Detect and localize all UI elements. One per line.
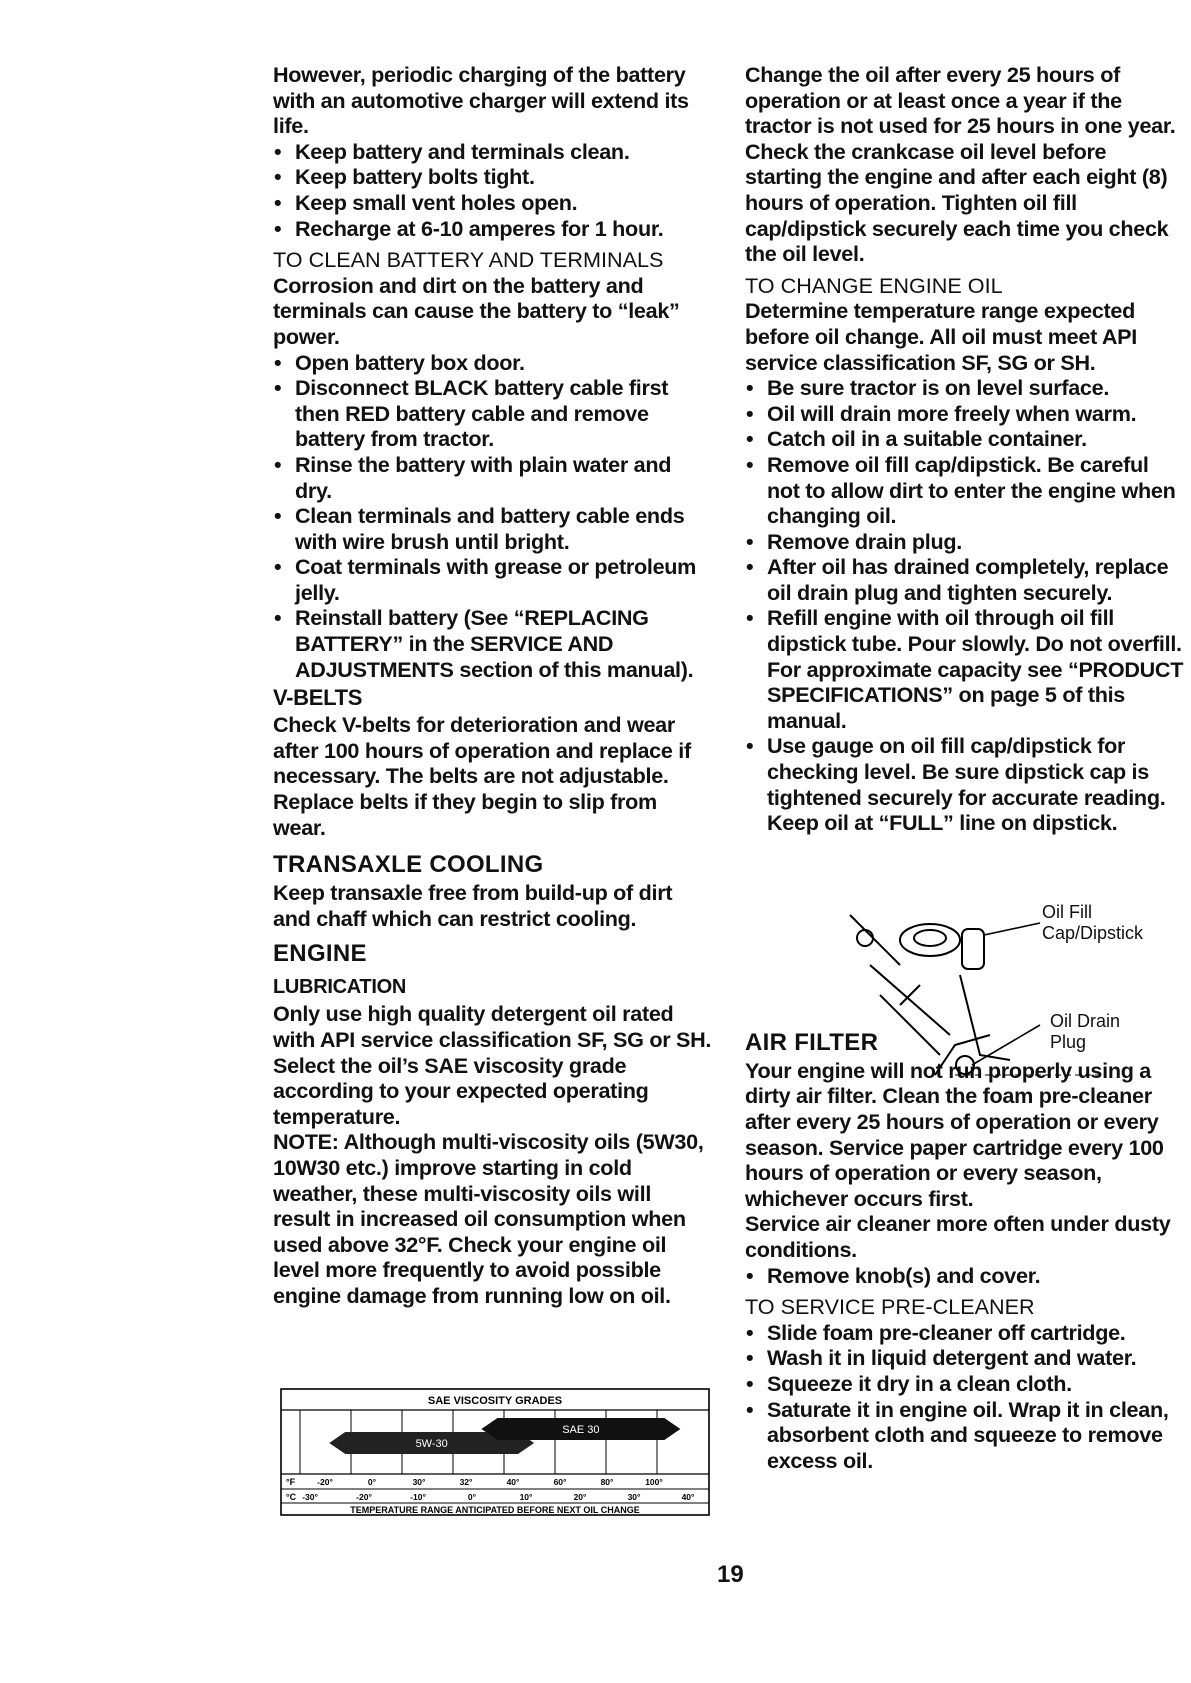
oil-drain-label [1050, 1011, 1120, 1053]
engine-heading: ENGINE [273, 940, 367, 968]
list-item: • Keep battery bolts tight. [273, 164, 713, 190]
list-item: • Clean terminals and battery cable ends with wire brush until bright. [273, 503, 713, 554]
list-item: • Reinstall battery (See “REPLACING BATTERY” in the SERVICE AND ADJUSTMENTS section of this manual). [273, 605, 713, 682]
oil-check-paragraph: Check the crankcase oil level before starting the engine and after each eight (8) hours of operation. Tighten oil fill cap/dipstick securely each time you check the oil level. [745, 138, 1169, 267]
list-item: • Disconnect BLACK battery cable first then RED battery cable and remove battery from tractor. [273, 375, 713, 452]
air-filter-paragraph: Your engine will not run properly using a dirty air filter. Clean the foam pre-cleaner after every 25 hours of operation or every season. Service paper cartridge every 100 hours of operation or every season, whichever occurs first. [745, 1057, 1164, 1211]
clean-battery-list [273, 350, 713, 683]
fahrenheit-tick-label: 100° [645, 1477, 663, 1487]
vbelts-paragraph: Check V-belts for deterioration and wear after 100 hours of operation and replace if necessary. The belts are not adjustable. Replace belts if they begin to slip from wear. [273, 712, 691, 840]
list-item: • Keep small vent holes open. [273, 190, 713, 216]
list-item: • Catch oil in a suitable container. [745, 426, 1185, 452]
air-filter-heading: AIR FILTER [745, 1028, 879, 1056]
chart-title: SAE VISCOSITY GRADES [427, 1395, 563, 1407]
fahrenheit-tick-label: -20° [317, 1477, 333, 1487]
list-item: • Recharge at 6-10 amperes for 1 hour. [273, 216, 713, 242]
bolt-icon [857, 930, 873, 946]
list-item: • Squeeze it dry in a clean cloth. [745, 1371, 1185, 1397]
viscosity-chart-svg [280, 1388, 710, 1516]
list-item: • Wash it in liquid detergent and water. [745, 1345, 1185, 1371]
oil-fill-label-line2: Cap/Dipstick [1042, 923, 1144, 943]
list-item: • Rinse the battery with plain water and dry. [273, 452, 713, 503]
battery-charging-paragraph: However, periodic charging of the battery with an automotive charger will extend its life. [273, 62, 689, 139]
leader-line [984, 923, 1040, 935]
oil-fill-label-line1: Oil Fill [1042, 902, 1092, 922]
list-item: • Refill engine with oil through oil fill dipstick tube. Pour slowly. Do not overfill. For approximate capacity see “PRODUCT SPECIFICATIONS” on page 5 of this manual. [745, 605, 1185, 733]
list-item: • Coat terminals with grease or petroleum jelly. [273, 554, 713, 605]
list-item: • Keep battery and terminals clean. [273, 139, 713, 165]
left-column [273, 62, 713, 1309]
engine-outline [880, 995, 940, 1055]
viscosity-bar-label: 5W-30 [415, 1438, 448, 1450]
air-filter-list [745, 1263, 1185, 1289]
celsius-tick-label: -10° [410, 1492, 426, 1502]
pre-cleaner-list [745, 1320, 1185, 1474]
dipstick-tube-icon [962, 929, 984, 969]
celsius-tick-label: -20° [356, 1492, 372, 1502]
list-item: • Open battery box door. [273, 350, 713, 376]
fahrenheit-tick-label: 80° [600, 1477, 614, 1487]
fahrenheit-tick-label: 40° [506, 1477, 520, 1487]
fahrenheit-tick-label: 0° [367, 1477, 377, 1487]
oil-fill-label [1042, 902, 1143, 944]
celsius-tick-label: 10° [519, 1492, 533, 1502]
note-label: NOTE: [273, 1129, 339, 1155]
list-item: • Use gauge on oil fill cap/dipstick for checking level. Be sure dipstick cap is tightened securely for accurate reading. Keep oil at “FULL” line on dipstick. [745, 733, 1185, 835]
note-paragraph [273, 1129, 713, 1308]
list-item: • Be sure tractor is on level surface. [745, 375, 1185, 401]
transaxle-paragraph: Keep transaxle free from build-up of dirt and chaff which can restrict cooling. [273, 880, 673, 931]
engine-oil-figure [840, 902, 1144, 1085]
celsius-label: °C [286, 1492, 297, 1502]
battery-care-list [273, 139, 713, 241]
list-item: • Slide foam pre-cleaner off cartridge. [745, 1320, 1185, 1346]
chart-xlabel: TEMPERATURE RANGE ANTICIPATED BEFORE NEXT OIL CHANGE [350, 1505, 640, 1515]
list-item: • After oil has drained completely, replace oil drain plug and tighten securely. [745, 554, 1185, 605]
oil-fill-cap-icon [914, 930, 946, 946]
oil-change-paragraph: Change the oil after every 25 hours of operation or at least once a year if the tractor is not used for 25 hours in one year. [745, 62, 1176, 139]
list-item: • Saturate it in engine oil. Wrap it in clean, absorbent cloth and squeeze to remove excess oil. [745, 1397, 1185, 1474]
list-item: • Remove knob(s) and cover. [745, 1263, 1185, 1289]
celsius-tick-label: 30° [627, 1492, 641, 1502]
celsius-tick-label: -30° [302, 1492, 318, 1502]
fahrenheit-tick-label: 60° [553, 1477, 567, 1487]
note-text: Although multi-viscosity oils (5W30, 10W30 etc.) improve starting in cold weather, these multi-viscosity oils will result in increased oil consumption when used above 32°F. Check your engine oil level more frequently to avoid possible engine damage from running low on oil. [273, 1129, 704, 1308]
lubrication-heading: LUBRICATION [273, 976, 406, 999]
change-oil-heading: TO CHANGE ENGINE OIL [745, 272, 1003, 298]
celsius-tick-label: 40° [681, 1492, 695, 1502]
right-column [745, 62, 1185, 1473]
viscosity-chart [280, 1388, 710, 1516]
clean-battery-heading: TO CLEAN BATTERY AND TERMINALS [273, 247, 664, 273]
change-oil-paragraph: Determine temperature range expected before oil change. All oil must meet API service classification SF, SG or SH. [745, 298, 1137, 375]
fahrenheit-tick-label: 32° [459, 1477, 473, 1487]
page-number: 19 [717, 1561, 744, 1588]
oil-drain-label-line1: Oil Drain [1050, 1011, 1121, 1031]
pre-cleaner-heading: TO SERVICE PRE-CLEANER [745, 1294, 1035, 1320]
oil-fill-cap-icon [900, 924, 960, 956]
fahrenheit-label: °F [286, 1477, 296, 1487]
fahrenheit-tick-label: 30° [412, 1477, 426, 1487]
air-filter-paragraph-2: Service air cleaner more often under dusty conditions. [745, 1211, 1171, 1262]
viscosity-bar-label: SAE 30 [562, 1424, 600, 1436]
oil-drain-label-line2: Plug [1050, 1032, 1087, 1052]
lubrication-paragraph: Only use high quality detergent oil rated with API service classification SF, SG or SH. Select the oil’s SAE viscosity grade according to your expected operating temperature. [273, 1001, 712, 1129]
change-oil-list [745, 375, 1185, 836]
transaxle-heading: TRANSAXLE COOLING [273, 851, 544, 879]
vbelts-heading: V-BELTS [273, 685, 363, 711]
list-item: • Remove drain plug. [745, 529, 1185, 555]
celsius-tick-label: 0° [467, 1492, 477, 1502]
celsius-tick-label: 20° [573, 1492, 587, 1502]
list-item: • Remove oil fill cap/dipstick. Be careful not to allow dirt to enter the engine when changing oil. [745, 452, 1185, 529]
clean-battery-paragraph: Corrosion and dirt on the battery and terminals can cause the battery to “leak” power. [273, 272, 680, 349]
list-item: • Oil will drain more freely when warm. [745, 401, 1185, 427]
drain-plug-icon [956, 1056, 974, 1074]
